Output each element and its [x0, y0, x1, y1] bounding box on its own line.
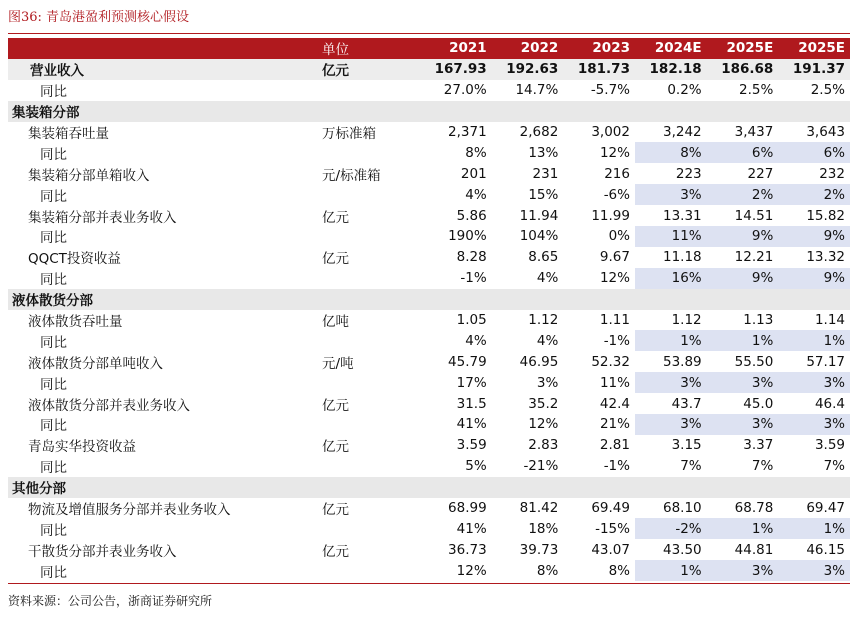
value-cell: -2% — [635, 518, 707, 539]
table-row — [8, 560, 850, 581]
table-row — [8, 205, 850, 226]
value-cell: 4% — [536, 270, 559, 287]
section-title: 其他分部 — [8, 477, 850, 498]
value-cell: -5.7% — [590, 82, 630, 99]
row-unit — [310, 372, 420, 393]
header-year: 2023 — [563, 38, 635, 59]
table-row — [8, 247, 850, 268]
row-label: 集装箱分部并表业务收入 — [28, 209, 177, 226]
value-cell: 1% — [635, 560, 707, 581]
value-cell: 9% — [778, 226, 850, 247]
table-row — [8, 268, 850, 289]
value-cell: 27.0% — [443, 82, 487, 99]
value-cell: 41% — [456, 416, 487, 433]
value-cell: 12% — [599, 144, 630, 161]
value-cell: 1% — [707, 518, 779, 539]
value-cell: 31.5 — [456, 395, 487, 412]
value-cell: 3% — [707, 372, 779, 393]
value-cell: 15.82 — [806, 207, 845, 224]
row-unit: 元/标准箱 — [322, 167, 381, 184]
value-cell: 3.59 — [456, 437, 487, 454]
value-cell: 8% — [536, 562, 559, 579]
value-cell: -1% — [460, 270, 487, 287]
value-cell: 55.50 — [734, 353, 774, 370]
row-label: 干散货分部并表业务收入 — [28, 543, 177, 560]
value-cell: 42.4 — [599, 395, 630, 412]
row-unit — [310, 560, 420, 581]
table-row — [8, 414, 850, 435]
value-cell: 3% — [635, 372, 707, 393]
value-cell: 9% — [778, 268, 850, 289]
value-cell: 3,242 — [662, 124, 702, 140]
value-cell: 8.28 — [456, 249, 487, 266]
row-label: 集装箱分部单箱收入 — [28, 167, 150, 184]
table-row — [8, 184, 850, 205]
row-unit — [310, 414, 420, 435]
value-cell: 16% — [635, 268, 707, 289]
row-label: 集装箱吞吐量 — [28, 126, 109, 142]
value-cell: 191.37 — [778, 59, 850, 80]
table-row — [8, 351, 850, 372]
row-label: 同比 — [40, 272, 67, 289]
value-cell: 201 — [460, 165, 487, 182]
value-cell: 18% — [528, 520, 559, 537]
value-cell: 167.93 — [420, 59, 492, 80]
table-row — [8, 122, 850, 143]
table-row — [8, 142, 850, 163]
value-cell: 52.32 — [591, 353, 630, 370]
row-label: 物流及增值服务分部并表业务收入 — [28, 502, 231, 519]
row-unit: 亿元 — [322, 502, 350, 519]
row-label: 同比 — [40, 522, 67, 539]
value-cell: 46.15 — [806, 541, 845, 558]
row-label: 液体散货分部并表业务收入 — [28, 397, 190, 414]
table-row — [8, 372, 850, 393]
value-cell: 2% — [778, 184, 850, 205]
value-cell: 2,371 — [448, 124, 487, 140]
row-label: 营业收入 — [8, 59, 310, 80]
value-cell: -15% — [595, 520, 630, 537]
value-cell: 43.50 — [662, 541, 702, 558]
row-unit — [310, 268, 420, 289]
value-cell: 3% — [536, 374, 559, 391]
value-cell: -6% — [603, 186, 630, 203]
value-cell: 69.47 — [806, 500, 845, 517]
value-cell: 1.13 — [743, 312, 774, 329]
table-row — [8, 456, 850, 477]
value-cell: 14.51 — [734, 207, 774, 224]
value-cell: 12% — [456, 562, 487, 579]
value-cell: 2,682 — [519, 124, 559, 140]
row-unit — [310, 518, 420, 539]
value-cell: 45.79 — [448, 353, 487, 370]
value-cell: 3,643 — [806, 124, 845, 140]
value-cell: 4% — [536, 332, 559, 349]
table-row — [8, 330, 850, 351]
value-cell: 9.67 — [599, 249, 630, 266]
value-cell: 186.68 — [707, 59, 779, 80]
value-cell: 2% — [707, 184, 779, 205]
value-cell: 36.73 — [448, 541, 487, 558]
row-unit: 亿元 — [322, 209, 350, 226]
header-label-cell — [8, 38, 310, 59]
value-cell: 11.94 — [519, 207, 559, 224]
value-cell: 1.14 — [814, 312, 845, 329]
title-rule — [8, 33, 850, 34]
row-unit — [310, 80, 420, 101]
header-year: 2021 — [420, 38, 492, 59]
value-cell: 8% — [608, 562, 630, 579]
row-unit — [310, 142, 420, 163]
value-cell: 43.07 — [591, 541, 630, 558]
value-cell: 1.11 — [599, 312, 630, 329]
value-cell: 57.17 — [806, 353, 845, 370]
value-cell: 3.37 — [743, 437, 774, 454]
value-cell: 17% — [456, 374, 487, 391]
value-cell: 192.63 — [492, 59, 564, 80]
value-cell: 3% — [778, 414, 850, 435]
row-label: 同比 — [40, 376, 67, 393]
value-cell: 41% — [456, 520, 487, 537]
row-label: 同比 — [40, 564, 67, 581]
value-cell: 216 — [604, 165, 630, 182]
value-cell: 104% — [519, 228, 559, 245]
value-cell: 223 — [675, 165, 702, 182]
table-row — [8, 310, 850, 331]
value-cell: 8.65 — [528, 249, 559, 266]
value-cell: 13.32 — [806, 249, 845, 266]
value-cell: 46.95 — [519, 353, 559, 370]
header-unit: 单位 — [310, 38, 420, 59]
value-cell: 13% — [528, 144, 559, 161]
table-row — [8, 518, 850, 539]
table-row — [8, 393, 850, 414]
row-unit: 亿元 — [322, 439, 350, 456]
value-cell: 3% — [635, 414, 707, 435]
value-cell: 12% — [599, 270, 630, 287]
row-label: 青岛实华投资收益 — [28, 439, 136, 456]
forecast-table — [8, 38, 850, 581]
section-header-row — [8, 477, 850, 498]
value-cell: -21% — [523, 458, 559, 475]
value-cell: 11.99 — [591, 207, 630, 224]
value-cell: 3.15 — [671, 437, 702, 454]
row-unit: 亿元 — [322, 397, 350, 414]
value-cell: 9% — [707, 226, 779, 247]
value-cell: 5% — [465, 458, 487, 475]
footer-rule — [8, 583, 850, 584]
value-cell: 3% — [778, 560, 850, 581]
row-label: QQCT投资收益 — [28, 251, 121, 268]
section-title: 液体散货分部 — [8, 289, 850, 310]
value-cell: 182.18 — [635, 59, 707, 80]
row-unit: 亿元 — [322, 543, 350, 560]
table-row — [8, 163, 850, 184]
value-cell: 8% — [635, 142, 707, 163]
value-cell: 181.73 — [563, 59, 635, 80]
value-cell: 68.10 — [662, 500, 702, 517]
value-cell: 227 — [747, 165, 774, 182]
value-cell: 69.49 — [591, 500, 630, 517]
row-unit: 亿元 — [310, 59, 420, 80]
value-cell: 2.5% — [810, 82, 845, 99]
row-unit: 亿元 — [322, 251, 350, 268]
value-cell: 3% — [707, 414, 779, 435]
table-row — [8, 539, 850, 560]
row-unit — [310, 456, 420, 477]
value-cell: 46.4 — [814, 395, 845, 412]
value-cell: 4% — [465, 186, 487, 203]
value-cell: 1% — [778, 518, 850, 539]
row-label: 同比 — [40, 188, 67, 205]
value-cell: 6% — [778, 142, 850, 163]
value-cell: 1.12 — [528, 312, 559, 329]
header-year: 2025E — [778, 38, 850, 59]
value-cell: 11.18 — [662, 249, 702, 266]
value-cell: 21% — [599, 416, 630, 433]
row-unit: 万标准箱 — [322, 126, 377, 142]
value-cell: 81.42 — [519, 500, 559, 517]
value-cell: 35.2 — [528, 395, 559, 412]
section-header-row — [8, 101, 850, 122]
value-cell: 7% — [680, 458, 702, 475]
row-label: 同比 — [40, 84, 67, 101]
row-label: 同比 — [40, 418, 67, 435]
value-cell: 43.7 — [671, 395, 702, 412]
value-cell: 0.2% — [667, 82, 702, 99]
value-cell: 8% — [465, 144, 487, 161]
row-unit: 亿吨 — [322, 314, 350, 331]
table-row — [8, 80, 850, 101]
value-cell: 231 — [532, 165, 559, 182]
value-cell: 3.59 — [814, 437, 845, 454]
value-cell: 39.73 — [519, 541, 559, 558]
figure-title: 图36: 青岛港盈利预测核心假设 — [8, 10, 190, 25]
row-unit — [310, 184, 420, 205]
table-row — [8, 435, 850, 456]
value-cell: 2.81 — [599, 437, 630, 454]
value-cell: 14.7% — [515, 82, 559, 99]
value-cell: 5.86 — [456, 207, 487, 224]
row-unit — [310, 226, 420, 247]
value-cell: 15% — [528, 186, 559, 203]
value-cell: 3% — [707, 560, 779, 581]
value-cell: 1.05 — [456, 312, 487, 329]
value-cell: 190% — [448, 228, 487, 245]
value-cell: 7% — [823, 458, 845, 475]
section-title: 集装箱分部 — [8, 101, 850, 122]
value-cell: 1% — [635, 330, 707, 351]
value-cell: -1% — [603, 458, 630, 475]
row-label: 同比 — [40, 334, 67, 351]
table-body — [8, 59, 850, 581]
value-cell: 3% — [778, 372, 850, 393]
row-label: 液体散货吞吐量 — [28, 314, 123, 331]
row-label: 同比 — [40, 460, 67, 477]
value-cell: 11% — [599, 374, 630, 391]
row-unit — [310, 330, 420, 351]
value-cell: 1% — [778, 330, 850, 351]
row-label: 液体散货分部单吨收入 — [28, 355, 163, 372]
value-cell: 3,002 — [591, 124, 630, 140]
value-cell: 11% — [635, 226, 707, 247]
row-label: 同比 — [40, 230, 67, 247]
value-cell: -1% — [603, 332, 630, 349]
value-cell: 13.31 — [662, 207, 702, 224]
table-row — [8, 498, 850, 519]
header-year: 2025E — [707, 38, 779, 59]
value-cell: 3% — [635, 184, 707, 205]
value-cell: 6% — [707, 142, 779, 163]
value-cell: 4% — [465, 332, 487, 349]
value-cell: 7% — [751, 458, 774, 475]
value-cell: 12.21 — [734, 249, 774, 266]
value-cell: 44.81 — [734, 541, 774, 558]
value-cell: 232 — [819, 165, 845, 182]
value-cell: 1.12 — [671, 312, 702, 329]
header-year: 2024E — [635, 38, 707, 59]
value-cell: 53.89 — [662, 353, 702, 370]
table-row — [8, 59, 850, 80]
value-cell: 2.5% — [738, 82, 774, 99]
table-row — [8, 226, 850, 247]
value-cell: 0% — [608, 228, 630, 245]
value-cell: 12% — [528, 416, 559, 433]
header-year: 2022 — [492, 38, 564, 59]
value-cell: 68.99 — [448, 500, 487, 517]
row-label: 同比 — [40, 146, 67, 163]
value-cell: 45.0 — [743, 395, 774, 412]
row-unit: 元/吨 — [322, 355, 354, 372]
section-header-row — [8, 289, 850, 310]
table-header — [8, 38, 850, 59]
value-cell: 68.78 — [734, 500, 774, 517]
value-cell: 3,437 — [734, 124, 774, 140]
value-cell: 9% — [707, 268, 779, 289]
source-note: 资料来源：公司公告，浙商证券研究所 — [8, 594, 213, 608]
value-cell: 1% — [707, 330, 779, 351]
value-cell: 2.83 — [528, 437, 559, 454]
